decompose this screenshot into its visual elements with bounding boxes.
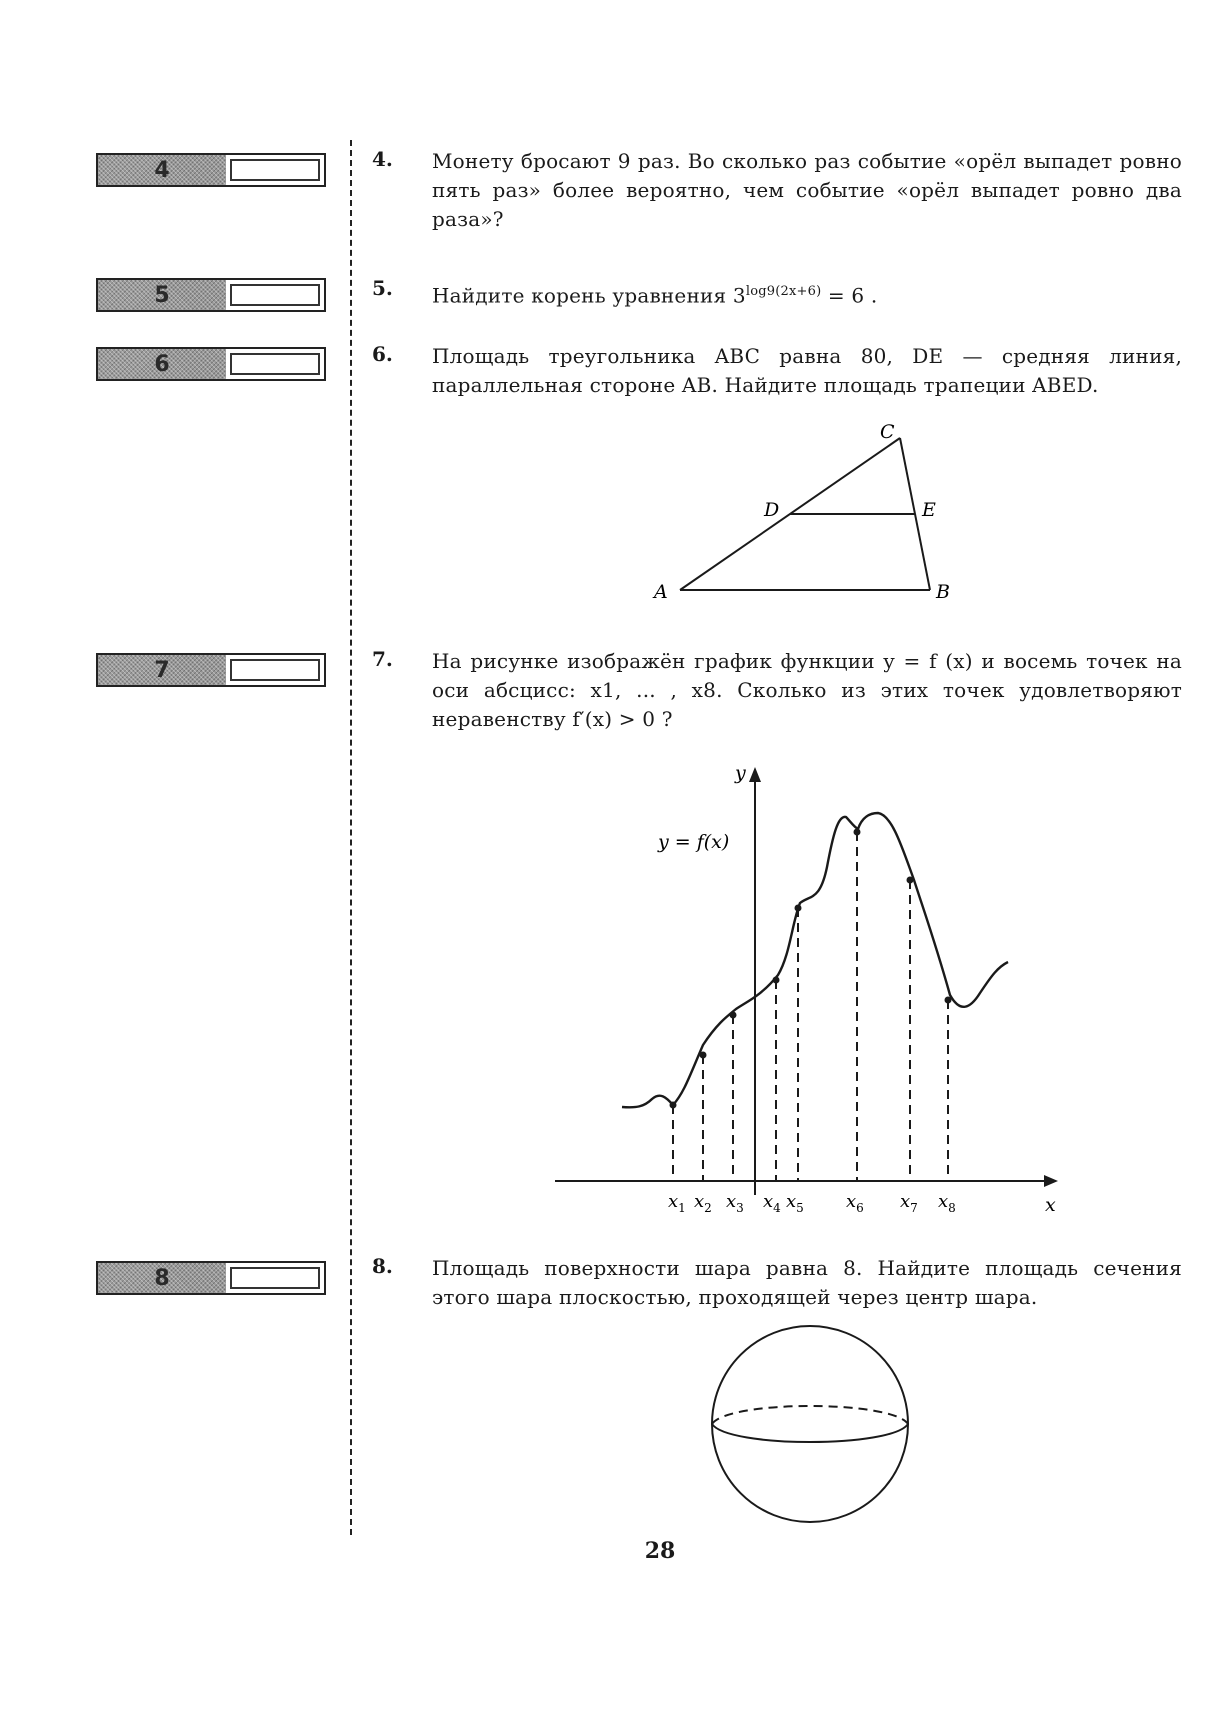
answer-field-7[interactable] <box>230 659 320 681</box>
answer-box-number: 5 <box>98 280 226 310</box>
x-axis-label: x <box>1045 1194 1056 1215</box>
answer-box-4 <box>96 153 326 187</box>
task-text: Площадь треугольника ABC равна 80, DE — средняя линия, параллельная стороне AB. Найдите площадь трапеции ABED. <box>432 344 1182 397</box>
answer-box-number: 7 <box>98 655 226 685</box>
axis-point-label-x5: $x_5$ <box>786 1191 804 1215</box>
page-number: 28 <box>644 1538 676 1564</box>
graph-point-x3 <box>730 1012 737 1019</box>
task-5 <box>372 276 1182 312</box>
graph-point-x7 <box>907 877 914 884</box>
x-axis-arrow <box>1044 1175 1058 1187</box>
task-number: 5. <box>372 276 393 300</box>
task-6 <box>372 342 1182 400</box>
answer-box-7 <box>96 653 326 687</box>
task-text: Площадь поверхности шара равна 8. Найдите площадь сечения этого шара плоскостью, проходящей через центр шара. <box>432 1256 1182 1309</box>
answer-box-6 <box>96 347 326 381</box>
answer-field-4[interactable] <box>230 159 320 181</box>
answer-box-number: 6 <box>98 349 226 379</box>
answer-field-5[interactable] <box>230 284 320 306</box>
graph-markers <box>668 829 956 1216</box>
equation-rest: = 6 . <box>821 283 878 308</box>
answer-box-5 <box>96 278 326 312</box>
label-d: D <box>764 499 780 521</box>
function-label: y = f(x) <box>658 831 730 853</box>
graph-point-x6 <box>854 829 861 836</box>
axis-point-label-x4: $x_4$ <box>763 1191 781 1215</box>
graph-point-x4 <box>773 977 780 984</box>
task-8 <box>372 1254 1182 1312</box>
section-front-arc <box>712 1424 908 1442</box>
label-b: B <box>936 581 950 603</box>
task-4 <box>372 147 1182 234</box>
graph-point-x5 <box>795 905 802 912</box>
axis-point-label-x2: $x_2$ <box>694 1191 712 1215</box>
triangle-figure <box>640 420 960 610</box>
graph-point-x1 <box>670 1102 677 1109</box>
axis-point-label-x3: $x_3$ <box>726 1191 744 1215</box>
graph-point-x2 <box>700 1052 707 1059</box>
graph-point-x8 <box>945 997 952 1004</box>
sphere-outline <box>712 1326 908 1522</box>
task-number: 4. <box>372 147 393 171</box>
axis-point-label-x7: $x_7$ <box>900 1191 918 1215</box>
task-number: 8. <box>372 1254 393 1278</box>
answer-box-number: 4 <box>98 155 226 185</box>
label-a: A <box>654 581 668 603</box>
answer-field-6[interactable] <box>230 353 320 375</box>
axis-point-label-x1: $x_1$ <box>668 1191 686 1215</box>
equation-base: 3 <box>732 283 746 308</box>
y-axis-label: y <box>735 762 746 784</box>
task-number: 7. <box>372 647 393 671</box>
y-axis-arrow <box>749 767 761 782</box>
cut-line <box>350 140 352 1535</box>
task-text: Монету бросают 9 раз. Во сколько раз событие «орёл выпадет ровно пять раз» более вероятно, чем событие «орёл выпадет ровно два раза»? <box>432 149 1182 231</box>
task-number: 6. <box>372 342 393 366</box>
section-back-arc <box>712 1406 908 1424</box>
axis-point-label-x8: $x_8$ <box>938 1191 956 1215</box>
equation-intro: Найдите корень уравнения <box>432 283 733 308</box>
answer-box-number: 8 <box>98 1263 226 1293</box>
label-c: C <box>880 421 895 443</box>
label-e: E <box>922 499 936 521</box>
answer-field-8[interactable] <box>230 1267 320 1289</box>
answer-box-8 <box>96 1261 326 1295</box>
equation-exponent: log9(2x+6) <box>745 284 822 299</box>
task-text: На рисунке изображён график функции y = f (x) и восемь точек на оси абсцисс: x1, ... , x8. Сколько из этих точек удовлетворяют неравенству f′(x) > 0 ? <box>432 649 1182 731</box>
function-graph <box>540 755 1080 1215</box>
sphere-figure <box>700 1320 920 1530</box>
axis-point-label-x6: $x_6$ <box>846 1191 864 1215</box>
function-curve <box>622 813 1008 1107</box>
task-text <box>432 276 1182 312</box>
task-7 <box>372 647 1182 734</box>
